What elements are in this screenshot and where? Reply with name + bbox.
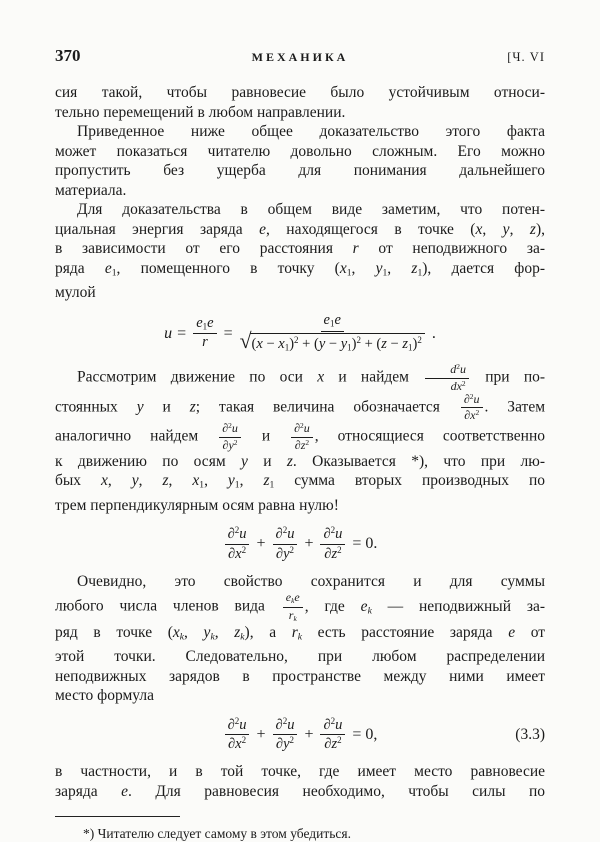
text-line: неподвижных зарядов в пространстве между ними имеет [55, 667, 545, 685]
text-line: мулой [55, 283, 96, 301]
fraction-denominator: $\partial x^2$ [227, 735, 247, 753]
text-run: . Затем [484, 398, 546, 416]
text-run: при по- [470, 368, 546, 386]
fraction-p2u-px2 [225, 526, 250, 563]
inline-fraction-p2u-py2 [219, 422, 241, 452]
radicand: $(x - x1)^2 + (y - y1)^2 + (z - z1)^2$ [250, 333, 425, 353]
text-line: тельно перемещений в любом направлении. [55, 103, 346, 121]
text-line: в зависимости от его расстояния r от неподвижного за- [55, 240, 546, 257]
page-header [55, 46, 545, 66]
text-line: трем перпендикулярным осям равна нулю! [55, 496, 339, 514]
fraction-denominator: $dx^2$ [450, 378, 466, 393]
text-line: пропустить без ущерба для понимания дальнейшего [55, 162, 545, 179]
fraction-numerator: e1e [321, 313, 344, 331]
text-run: стоянных y и z; такая величина обозначается [55, 398, 459, 416]
text-run: любого числа членов вида [55, 597, 281, 615]
fraction-denominator: $\partial x^2$ [227, 544, 247, 562]
fraction-e1e-over-r [193, 316, 216, 351]
fraction-numerator: ∂$^2$u [225, 526, 250, 545]
fraction-numerator: eke [283, 591, 303, 607]
plus-sign: + [256, 535, 266, 553]
formula-laplace-numbered [55, 717, 545, 754]
plus-sign: + [304, 535, 314, 553]
running-title: МЕХАНИКА [251, 50, 349, 64]
text-line: ряд в точке (xk, yk, zk), а rk есть расстояние заряда e от [55, 623, 546, 643]
formula-lhs: u [164, 324, 173, 342]
part-label: [Ч. VI [507, 50, 545, 64]
text-line [55, 591, 545, 623]
text-line [55, 393, 545, 423]
text-line [55, 363, 545, 393]
fraction-denominator: $\partial y^2$ [275, 735, 295, 753]
fraction-denominator [239, 328, 425, 355]
radical-sign-icon: √ [239, 328, 252, 353]
fraction-denominator: $\partial z^2$ [294, 437, 310, 452]
text-line: материала. [55, 181, 127, 199]
text-line: этой точки. Следовательно, при любом распределении [55, 648, 545, 666]
text-line: Для доказательства в общем виде заметим, что потен- [77, 201, 545, 218]
text-line: место формула [55, 687, 154, 705]
fraction-numerator: ∂$^2$u [273, 717, 298, 736]
plus-sign: + [304, 725, 314, 743]
fraction-p2u-pz2 [320, 717, 345, 754]
fraction-numerator: $d^2u$ [425, 363, 469, 378]
footnote-rule [55, 816, 180, 817]
text-line [55, 422, 545, 452]
equals-zero: = 0, [352, 725, 378, 743]
fraction-numerator: ∂$^2$u [461, 393, 483, 408]
equals-zero: = 0. [352, 535, 378, 553]
fraction-p2u-pz2 [320, 526, 345, 563]
text-line: может показаться читателю довольно сложным. Его можно [55, 142, 545, 160]
fraction-denominator: $\partial y^2$ [275, 544, 295, 562]
fraction-denominator: $\partial z^2$ [324, 544, 342, 562]
inline-fraction-p2u-px2 [461, 393, 483, 423]
equation-number: (3.3) [515, 725, 545, 743]
fraction-p2u-py2 [273, 717, 298, 754]
text-run: , относящиеся соответственно [314, 427, 545, 445]
text-line: в частности, и в той точке, где имеет место равновесие [55, 763, 545, 781]
plus-sign: + [256, 725, 266, 743]
fraction-denominator: r [202, 334, 208, 351]
text-run: аналогично найдем [55, 427, 218, 445]
text-line: бых x, y, z, x1, y1, z1 сумма вторых производных по [55, 472, 546, 492]
formula-potential-energy [55, 313, 545, 354]
equals-sign: = [223, 324, 233, 342]
footnote [55, 816, 545, 842]
fraction-p2u-py2 [273, 526, 298, 563]
text-run: Рассмотрим движение по оси x и найдем [77, 368, 424, 386]
text-line: Приведенное ниже общее доказательство этого факта [77, 123, 545, 140]
text-line: Очевидно, это свойство сохранится и для суммы [77, 572, 545, 590]
fraction-denominator: rk [288, 607, 297, 623]
footnote-text: *) Читателю следует самому в этом убедиться. [83, 826, 351, 842]
fraction-e1e-over-distance [240, 313, 425, 354]
text-line: сия такой, чтобы равновесие было устойчивым относи- [55, 84, 545, 101]
fraction-p2u-px2 [225, 717, 250, 754]
fraction-denominator: $\partial y^2$ [222, 437, 238, 452]
inline-fraction-eke-rk [283, 591, 303, 623]
fraction-numerator: ∂$^2$u [273, 526, 298, 545]
fraction-numerator: ∂$^2$u [320, 717, 345, 736]
fraction-numerator: e1e [193, 316, 216, 334]
text-line: к движению по осям y и z. Оказывается *), что при лю- [55, 452, 546, 470]
text-run: и [242, 427, 290, 445]
inline-fraction-p2u-pz2 [291, 422, 313, 452]
equals-sign: = [177, 324, 187, 342]
text-line: заряда e. Для равновесия необходимо, чтобы силы по [55, 782, 545, 800]
formula-laplace [55, 526, 545, 563]
fraction-numerator: ∂$^2$u [219, 422, 241, 437]
formula-period: . [431, 324, 436, 342]
page-number: 370 [55, 46, 81, 65]
text-run: , где ek — неподвижный за- [304, 597, 545, 617]
fraction-numerator: ∂$^2$u [291, 422, 313, 437]
inline-fraction-d2u-dx2 [425, 363, 469, 393]
fraction-denominator: $\partial x^2$ [464, 408, 480, 423]
fraction-numerator: ∂$^2$u [225, 717, 250, 736]
text-line: циальная энергия заряда e, находящегося в точке (x, y, z), [55, 220, 545, 238]
fraction-denominator: $\partial z^2$ [324, 735, 342, 753]
text-line: ряда e1, помещенного в точку (x1, y1, z1), дается фор- [55, 259, 546, 279]
fraction-numerator: ∂$^2$u [320, 526, 345, 545]
